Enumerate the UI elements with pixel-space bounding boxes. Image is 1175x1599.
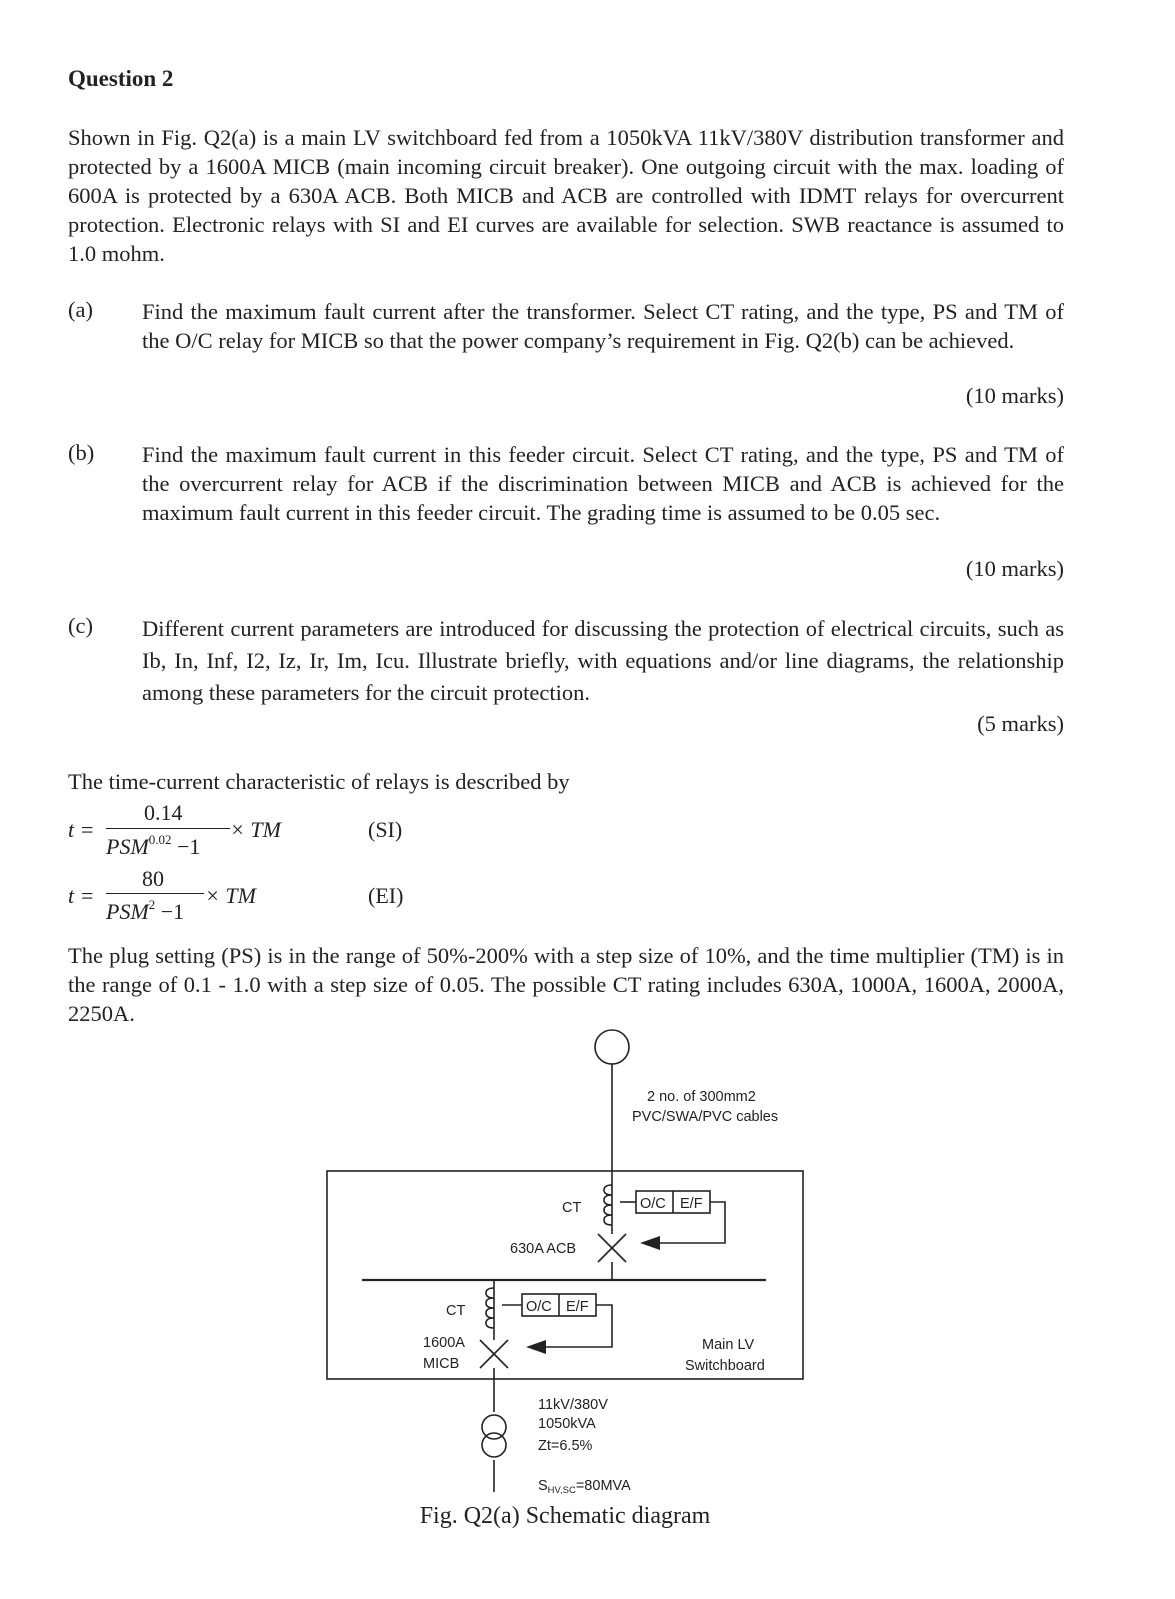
formula-si-numerator: 0.14 bbox=[144, 800, 183, 825]
feeder-load-circle bbox=[595, 1030, 629, 1064]
part-c-marks: (5 marks) bbox=[977, 711, 1064, 736]
formula-si-lhs: t = bbox=[68, 817, 95, 842]
formula-ei-denom-tail: −1 bbox=[160, 899, 185, 924]
figure-caption: Fig. Q2(a) Schematic diagram bbox=[419, 1503, 711, 1529]
swb-label-1: Main LV bbox=[702, 1337, 755, 1353]
cable-label-2: PVC/SWA/PVC cables bbox=[632, 1109, 779, 1125]
tx-label-1: 11kV/380V bbox=[538, 1397, 608, 1413]
shv-sub: HV,SC bbox=[547, 1485, 576, 1496]
formula-ei-numerator: 80 bbox=[142, 866, 164, 891]
shv-label bbox=[538, 1478, 631, 1496]
formula-si-denom-base: PSM bbox=[106, 834, 149, 859]
formula-ei-denom-base: PSM bbox=[106, 899, 149, 924]
part-a-marks: (10 marks) bbox=[965, 383, 1064, 408]
shv-value: =80MVA bbox=[575, 1478, 631, 1494]
formula-si-denom-tail: −1 bbox=[177, 834, 201, 859]
feeder-ct-label: CT bbox=[562, 1200, 582, 1216]
micb-label-1: 1600A bbox=[423, 1335, 465, 1351]
part-c-label: (c) bbox=[68, 613, 93, 638]
question-intro: Shown in Fig. Q2(a) is a main LV switchboard fed from a 1050kVA 11kV/380V distribution transformer and protected by a 1600A MICB (main incoming circuit breaker). One outgoing circuit with the max. loading of 600A is protected by a 630A ACB. Both MICB and ACB are controlled with IDMT relays for overcurrent protection. Electronic relays with SI and EI curves are available for selection. SWB reactance is assumed to 1.0 mohm. bbox=[68, 125, 1064, 266]
part-c-text: Different current parameters are introduced for discussing the protection of electrical circuits, such as Ib, In, Inf, I2, Iz, Ir, Im, Icu. Illustrate briefly, with equations and/or line diagrams, the relationship among these parameters for the circuit protection. bbox=[142, 616, 1064, 705]
formula-si-multiplier: × TM bbox=[230, 817, 281, 842]
part-b-text: Find the maximum fault current in this feeder circuit. Select CT rating, and the type, PS and TM of the overcurrent relay for ACB if the discrimination between MICB and ACB is achieved for the maximum fault current in this feeder circuit. The grading time is assumed to be 0.05 sec. bbox=[142, 442, 1064, 525]
micb-label-2: MICB bbox=[423, 1356, 460, 1372]
shv-main: S bbox=[538, 1478, 548, 1494]
formula-ei-lhs: t = bbox=[68, 883, 95, 908]
main-relay-ef: E/F bbox=[566, 1299, 589, 1315]
cable-label-1: 2 no. of 300mm2 bbox=[647, 1089, 756, 1105]
feeder-ct-coil bbox=[604, 1185, 612, 1225]
main-relay-oc: O/C bbox=[526, 1299, 552, 1315]
acb-label: 630A ACB bbox=[510, 1241, 577, 1257]
swb-label-2: Switchboard bbox=[685, 1358, 765, 1374]
feeder-relay-oc: O/C bbox=[640, 1196, 666, 1212]
feeder-relay-ef: E/F bbox=[680, 1196, 703, 1212]
formula-si-denom-exp: 0.02 bbox=[148, 832, 172, 847]
main-trip-arrow bbox=[526, 1340, 546, 1354]
part-a-text: Find the maximum fault current after the transformer. Select CT rating, and the type, PS and TM of the O/C relay for MICB so that the power company’s requirement in Fig. Q2(b) can be achieved. bbox=[142, 299, 1064, 353]
formula-intro: The time-current characteristic of relays is described by bbox=[68, 769, 570, 794]
tx-label-2: 1050kVA bbox=[538, 1416, 596, 1432]
formula-si-tag: (SI) bbox=[368, 817, 403, 842]
formula-ei-denom-exp: 2 bbox=[148, 897, 156, 912]
feeder-trip-arrow bbox=[640, 1236, 660, 1250]
main-ct-coil bbox=[486, 1288, 494, 1328]
settings-text: The plug setting (PS) is in the range of 50%-200% with a step size of 10%, and the time multiplier (TM) is in the range of 0.1 - 1.0 with a step size of 0.05. The possible CT rating includes 630A, 1000A, 1600A, 2000A, 2250A. bbox=[68, 943, 1064, 1026]
tx-label-3: Zt=6.5% bbox=[538, 1438, 593, 1454]
question-title: Question 2 bbox=[68, 66, 174, 91]
part-a-label: (a) bbox=[68, 297, 93, 322]
main-ct-label: CT bbox=[446, 1303, 466, 1319]
part-b-label: (b) bbox=[68, 440, 95, 465]
part-b-marks: (10 marks) bbox=[965, 556, 1064, 581]
transformer-winding-lv bbox=[482, 1433, 506, 1457]
formula-ei-multiplier: × TM bbox=[205, 883, 256, 908]
formula-ei-tag: (EI) bbox=[368, 883, 404, 908]
